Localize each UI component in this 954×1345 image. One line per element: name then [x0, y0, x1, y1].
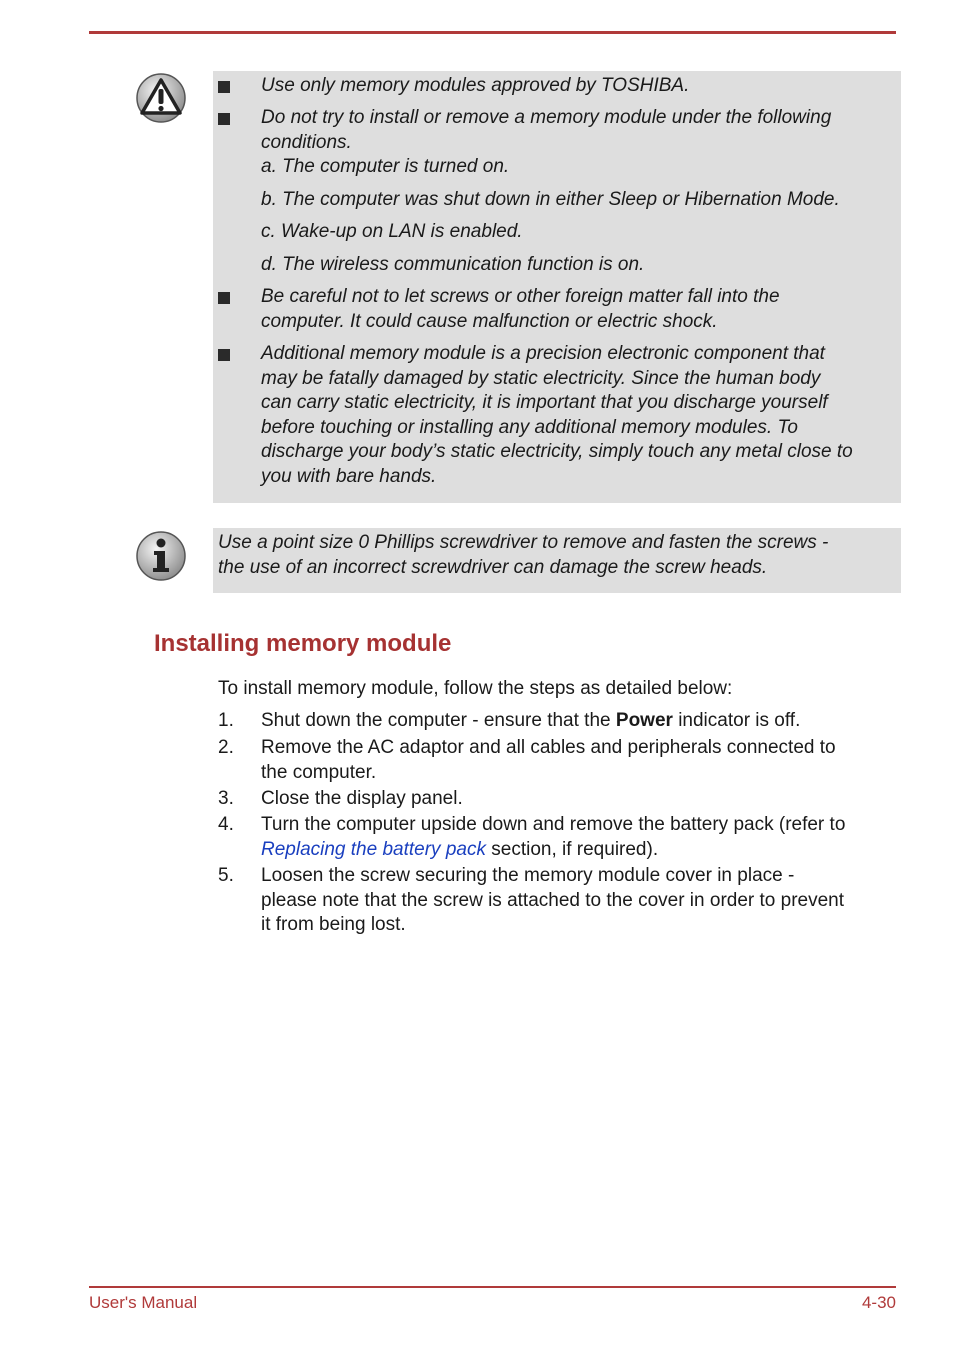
section-title: Installing memory module	[154, 630, 452, 657]
section-intro: To install memory module, follow the steps as detailed below:	[218, 678, 733, 699]
bullet-square-icon	[218, 81, 230, 93]
info-icon	[135, 530, 187, 582]
warning-icon	[135, 72, 187, 124]
page-number: 4-30	[861, 1293, 896, 1312]
footer-title: User's Manual	[89, 1293, 198, 1312]
header-rule	[89, 31, 896, 34]
info-note	[213, 528, 901, 593]
condition-item: a. The computer is turned on.	[261, 156, 510, 177]
bullet-square-icon	[218, 349, 230, 361]
warning-note: Use only memory modules approved by TOSHIBA. Do not try to install or remove a memory module under the following conditions. a. The computer is turned on. b. The computer was shut down in either Sleep or Hibernation Mode. c. Wake-up on LAN is enabled. d. The wireless communication function is on. Be careful not to let screws or other foreign matter fall into the computer. It could cause malfunction or electric shock. Additional memory module is a precision electronic component that may be fatally damaged by static electricity. Since the human body can carry static electricity, it is important that you discharge yourself before touching or installing any additional memory modules. To discharge your body’s static electricity, simply touch any metal close to you with bare hands.	[213, 71, 901, 503]
condition-item: c. Wake-up on LAN is enabled.	[261, 221, 523, 242]
power-keyword: Power	[615, 710, 673, 731]
condition-item: b. The computer was shut down in either Sleep or Hibernation Mode.	[261, 189, 840, 210]
info-note-text: Use a point size 0 Phillips screwdriver to remove and fasten the screws - the use of an incorrect screwdriver can damage the screw heads.	[218, 532, 829, 578]
bullet-square-icon	[218, 113, 230, 125]
condition-item: d. The wireless communication function is on.	[261, 254, 645, 275]
bullet-square-icon	[218, 292, 230, 304]
footer-rule	[89, 1286, 896, 1288]
replacing-battery-pack-link[interactable]: Replacing the battery pack	[261, 838, 486, 860]
